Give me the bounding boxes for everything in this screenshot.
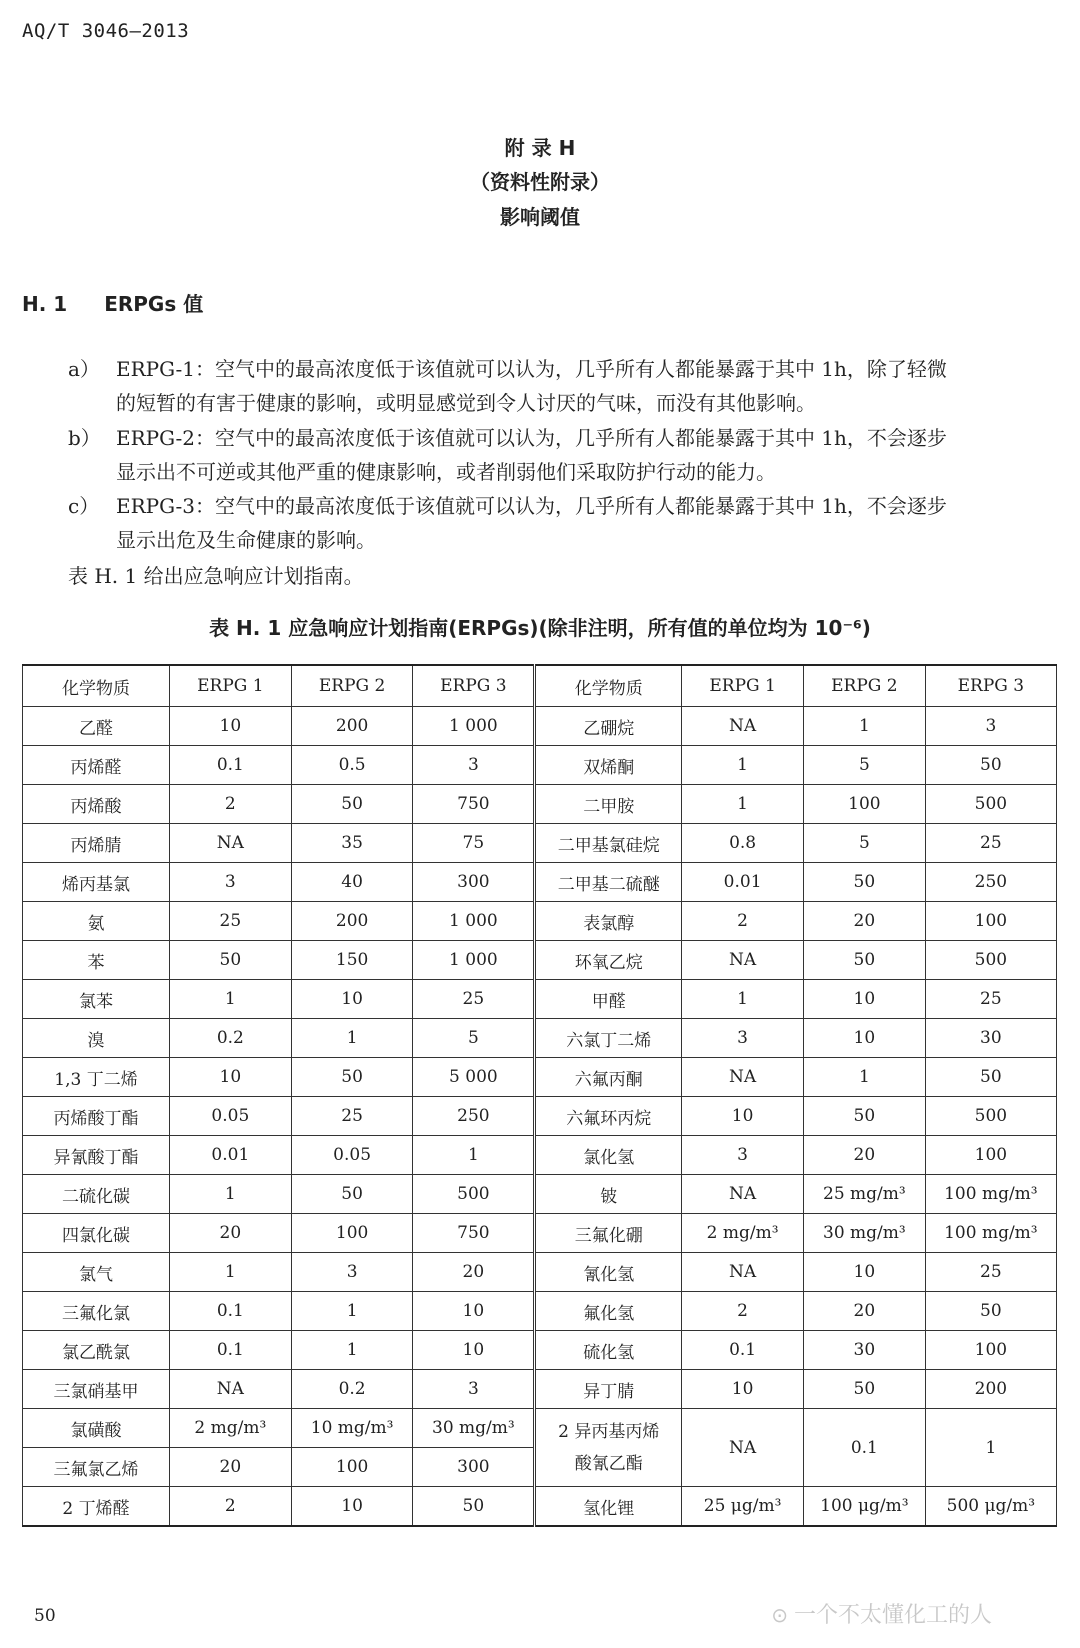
- table-cell: 丙烯酸丁酯: [23, 1097, 170, 1136]
- table-cell: 20: [413, 1253, 535, 1292]
- table-cell: 1: [925, 1409, 1056, 1487]
- table-cell: 氢化锂: [535, 1487, 682, 1527]
- table-cell: 1: [291, 1331, 413, 1370]
- section-title: ERPGs 值: [104, 292, 204, 316]
- table-cell: 50: [291, 785, 413, 824]
- appendix-name: 影响阈值: [500, 205, 580, 229]
- table-cell: 六氟环丙烷: [535, 1097, 682, 1136]
- table-cell: 3: [682, 1136, 804, 1175]
- table-cell: 750: [413, 785, 535, 824]
- table-cell: 35: [291, 824, 413, 863]
- table-cell: NA: [169, 1370, 291, 1409]
- table-cell: 氯磺酸: [23, 1409, 170, 1448]
- table-cell: 200: [291, 707, 413, 746]
- table-cell: 25: [925, 1253, 1056, 1292]
- table-cell: NA: [682, 1409, 804, 1487]
- table-cell: 1: [682, 746, 804, 785]
- table-cell: 二甲胺: [535, 785, 682, 824]
- table-cell: 0.1: [169, 1331, 291, 1370]
- watermark-text: 一个不太懂化工的人: [793, 1603, 992, 1628]
- table-cell: 100: [803, 785, 925, 824]
- table-row: [23, 1019, 1057, 1058]
- table-cell: 苯: [23, 941, 170, 980]
- table-cell: 25: [925, 980, 1056, 1019]
- table-row: [23, 1292, 1057, 1331]
- table-cell: 三氟化硼: [535, 1214, 682, 1253]
- item-line: 的短暂的有害于健康的影响，或明显感觉到令人讨厌的气味，而没有其他影响。: [116, 391, 816, 415]
- table-cell: 3: [925, 707, 1056, 746]
- table-cell: 2 mg/m³: [682, 1214, 804, 1253]
- table-cell: 丙烯酸: [23, 785, 170, 824]
- table-cell: 3: [682, 1019, 804, 1058]
- item-line: 显示出不可逆或其他严重的健康影响，或者削弱他们采取防护行动的能力。: [116, 460, 776, 484]
- table-cell: 50: [803, 941, 925, 980]
- table-cell: 50: [169, 941, 291, 980]
- table-cell: 25: [925, 824, 1056, 863]
- table-cell: 10: [169, 707, 291, 746]
- table-cell: 50: [413, 1487, 535, 1527]
- table-cell: 500 μg/m³: [925, 1487, 1056, 1527]
- table-cell: 25: [169, 902, 291, 941]
- table-row: [23, 1487, 1057, 1527]
- table-cell: 30: [803, 1331, 925, 1370]
- table-cell: 表氯醇: [535, 902, 682, 941]
- header-cell: ERPG 1: [169, 665, 291, 707]
- table-cell: 丙烯腈: [23, 824, 170, 863]
- table-cell: 10: [413, 1292, 535, 1331]
- table-cell: 0.01: [682, 863, 804, 902]
- header-cell: ERPG 2: [803, 665, 925, 707]
- table-cell: 500: [925, 785, 1056, 824]
- table-cell: 3: [413, 1370, 535, 1409]
- table-row: [23, 863, 1057, 902]
- table-cell: 氯化氢: [535, 1136, 682, 1175]
- table-cell: 溴: [23, 1019, 170, 1058]
- table-cell: 1: [413, 1136, 535, 1175]
- table-cell: 1: [291, 1019, 413, 1058]
- erpg-table: [22, 664, 1057, 1527]
- table-cell: 10: [682, 1370, 804, 1409]
- table-cell: 氨: [23, 902, 170, 941]
- header-cell: 化学物质: [23, 665, 170, 707]
- table-cell: 1,3 丁二烯: [23, 1058, 170, 1097]
- table-cell: 100 mg/m³: [925, 1214, 1056, 1253]
- table-row: [23, 1097, 1057, 1136]
- table-cell: 铍: [535, 1175, 682, 1214]
- cell-line: 酸氰乙酯: [574, 1453, 643, 1474]
- table-cell: 250: [413, 1097, 535, 1136]
- table-cell: 10: [169, 1058, 291, 1097]
- table-cell: 氯苯: [23, 980, 170, 1019]
- table-cell: 25 μg/m³: [682, 1487, 804, 1527]
- table-cell: 1: [682, 785, 804, 824]
- table-note: 表 H. 1 给出应急响应计划指南。: [68, 564, 364, 588]
- table-cell: 10 mg/m³: [291, 1409, 413, 1448]
- table-cell: 50: [803, 1097, 925, 1136]
- table-cell: NA: [682, 1058, 804, 1097]
- table-cell: 100: [925, 1331, 1056, 1370]
- table-header-row: [23, 665, 1057, 707]
- table-cell: 1: [169, 1253, 291, 1292]
- header-cell: 化学物质: [535, 665, 682, 707]
- table-cell: 1: [169, 1175, 291, 1214]
- table-cell: 100: [291, 1448, 413, 1487]
- table-cell: 100: [925, 902, 1056, 941]
- table-cell: 乙硼烷: [535, 707, 682, 746]
- table-cell: 25: [291, 1097, 413, 1136]
- table-row: [23, 1370, 1057, 1409]
- table-row: [23, 707, 1057, 746]
- table-cell: NA: [169, 824, 291, 863]
- table-cell: 30 mg/m³: [803, 1214, 925, 1253]
- table-cell: 三氟化氯: [23, 1292, 170, 1331]
- table-cell: 环氧乙烷: [535, 941, 682, 980]
- table-cell: 氟化氢: [535, 1292, 682, 1331]
- cell-line: 2 异丙基丙烯: [558, 1421, 660, 1442]
- table-cell: 150: [291, 941, 413, 980]
- table-cell: 10: [291, 980, 413, 1019]
- table-cell: 氯乙酰氯: [23, 1331, 170, 1370]
- wechat-icon: ⊙: [771, 1603, 788, 1627]
- table-cell: [535, 1409, 682, 1487]
- table-cell: 50: [803, 863, 925, 902]
- table-cell: 2: [682, 1292, 804, 1331]
- table-cell: 3: [291, 1253, 413, 1292]
- item-line: ERPG-3：空气中的最高浓度低于该值就可以认为，几乎所有人都能暴露于其中 1h，不会逐步: [116, 494, 947, 518]
- table-cell: 500: [413, 1175, 535, 1214]
- table-cell: 50: [291, 1058, 413, 1097]
- table-cell: 1 000: [413, 902, 535, 941]
- table-cell: 300: [413, 1448, 535, 1487]
- table-cell: 硫化氢: [535, 1331, 682, 1370]
- table-cell: 25 mg/m³: [803, 1175, 925, 1214]
- table-cell: 1: [169, 980, 291, 1019]
- table-cell: 10: [803, 1019, 925, 1058]
- table-cell: 50: [925, 1058, 1056, 1097]
- table-cell: 5: [803, 746, 925, 785]
- table-caption: 表 H. 1 应急响应计划指南(ERPGs)(除非注明，所有值的单位均为 10⁻⁶): [209, 616, 871, 640]
- table-cell: 0.01: [169, 1136, 291, 1175]
- table-cell: 2: [169, 1487, 291, 1527]
- table-cell: 10: [803, 1253, 925, 1292]
- section-number: H. 1: [22, 292, 68, 316]
- appendix-title: 附 录 H: [504, 136, 576, 160]
- table-cell: 六氟丙酮: [535, 1058, 682, 1097]
- table-row: [23, 1253, 1057, 1292]
- header-cell: ERPG 1: [682, 665, 804, 707]
- table-cell: 10: [291, 1487, 413, 1527]
- table-cell: 六氯丁二烯: [535, 1019, 682, 1058]
- item-line: 显示出危及生命健康的影响。: [116, 528, 376, 552]
- table-row: [23, 902, 1057, 941]
- table-cell: NA: [682, 1175, 804, 1214]
- table-cell: 20: [169, 1214, 291, 1253]
- table-row: [23, 1058, 1057, 1097]
- table-row: [23, 746, 1057, 785]
- table-cell: 甲醛: [535, 980, 682, 1019]
- table-cell: 25: [413, 980, 535, 1019]
- table-cell: 1: [291, 1292, 413, 1331]
- table-row: [23, 1136, 1057, 1175]
- table-cell: 30: [925, 1019, 1056, 1058]
- table-cell: 100 mg/m³: [925, 1175, 1056, 1214]
- table-cell: 100: [291, 1214, 413, 1253]
- table-cell: 300: [413, 863, 535, 902]
- table-cell: 三氟氯乙烯: [23, 1448, 170, 1487]
- header-cell: ERPG 3: [925, 665, 1056, 707]
- table-cell: 0.8: [682, 824, 804, 863]
- table-cell: 双烯酮: [535, 746, 682, 785]
- table-cell: 10: [803, 980, 925, 1019]
- table-cell: 烯丙基氯: [23, 863, 170, 902]
- table-cell: 20: [169, 1448, 291, 1487]
- item-line: ERPG-2：空气中的最高浓度低于该值就可以认为，几乎所有人都能暴露于其中 1h，不会逐步: [116, 426, 947, 450]
- table-cell: 3: [413, 746, 535, 785]
- table-cell: 1 000: [413, 707, 535, 746]
- definition-item: [68, 352, 1058, 420]
- table-cell: 50: [925, 746, 1056, 785]
- table-row: [23, 1175, 1057, 1214]
- table-cell: 异丁腈: [535, 1370, 682, 1409]
- table-cell: 2 mg/m³: [169, 1409, 291, 1448]
- table-row: [23, 1214, 1057, 1253]
- table-cell: 200: [925, 1370, 1056, 1409]
- table-cell: NA: [682, 707, 804, 746]
- watermark: [771, 1598, 992, 1629]
- table-cell: NA: [682, 941, 804, 980]
- table-cell: 0.1: [803, 1409, 925, 1487]
- table-row: [23, 980, 1057, 1019]
- table-cell: 5: [413, 1019, 535, 1058]
- table-cell: 75: [413, 824, 535, 863]
- table-cell: 0.1: [169, 746, 291, 785]
- table-cell: 250: [925, 863, 1056, 902]
- table-cell: 30 mg/m³: [413, 1409, 535, 1448]
- table-cell: 500: [925, 1097, 1056, 1136]
- table-cell: 50: [925, 1292, 1056, 1331]
- table-cell: 0.5: [291, 746, 413, 785]
- table-cell: 40: [291, 863, 413, 902]
- item-label: a）: [68, 357, 100, 381]
- table-cell: 200: [291, 902, 413, 941]
- table-cell: 0.1: [682, 1331, 804, 1370]
- table-cell: 丙烯醛: [23, 746, 170, 785]
- table-row: [23, 824, 1057, 863]
- table-row: [23, 941, 1057, 980]
- header-cell: ERPG 3: [413, 665, 535, 707]
- table-cell: 0.1: [169, 1292, 291, 1331]
- table-cell: 20: [803, 1292, 925, 1331]
- table-cell: 1: [803, 1058, 925, 1097]
- table-cell: 10: [682, 1097, 804, 1136]
- table-cell: 二甲基氯硅烷: [535, 824, 682, 863]
- table-cell: 750: [413, 1214, 535, 1253]
- table-cell: 1 000: [413, 941, 535, 980]
- table-cell: 四氯化碳: [23, 1214, 170, 1253]
- table-cell: 3: [169, 863, 291, 902]
- table-cell: 2: [682, 902, 804, 941]
- table-cell: 氯气: [23, 1253, 170, 1292]
- table-row: [23, 785, 1057, 824]
- table-cell: 100: [925, 1136, 1056, 1175]
- section-heading: [22, 288, 203, 317]
- table-cell: 50: [291, 1175, 413, 1214]
- item-label: b）: [68, 426, 101, 450]
- table-cell: 2 丁烯醛: [23, 1487, 170, 1527]
- definition-item: [68, 421, 1058, 489]
- table-cell: 二硫化碳: [23, 1175, 170, 1214]
- item-line: ERPG-1：空气中的最高浓度低于该值就可以认为，几乎所有人都能暴露于其中 1h，除了轻微: [116, 357, 947, 381]
- table-cell: 0.05: [169, 1097, 291, 1136]
- table-row: [23, 1409, 1057, 1448]
- header-cell: ERPG 2: [291, 665, 413, 707]
- table-cell: 三氯硝基甲: [23, 1370, 170, 1409]
- table-cell: 0.2: [291, 1370, 413, 1409]
- table-cell: 氰化氢: [535, 1253, 682, 1292]
- definition-item: [68, 489, 1058, 557]
- table-cell: 500: [925, 941, 1056, 980]
- table-row: [23, 1331, 1057, 1370]
- table-cell: 0.05: [291, 1136, 413, 1175]
- table-cell: 二甲基二硫醚: [535, 863, 682, 902]
- appendix-subtitle: （资料性附录）: [470, 170, 610, 194]
- table-cell: 20: [803, 1136, 925, 1175]
- table-cell: NA: [682, 1253, 804, 1292]
- table-cell: 0.2: [169, 1019, 291, 1058]
- table-cell: 50: [803, 1370, 925, 1409]
- table-cell: 5 000: [413, 1058, 535, 1097]
- table-cell: 20: [803, 902, 925, 941]
- table-cell: 10: [413, 1331, 535, 1370]
- table-cell: 2: [169, 785, 291, 824]
- table-cell: 1: [803, 707, 925, 746]
- standard-code: AQ/T 3046—2013: [22, 20, 190, 42]
- item-label: c）: [68, 494, 100, 518]
- table-cell: 5: [803, 824, 925, 863]
- table-cell: 乙醛: [23, 707, 170, 746]
- table-cell: 1: [682, 980, 804, 1019]
- page-number: 50: [34, 1606, 56, 1626]
- table-cell: 异氰酸丁酯: [23, 1136, 170, 1175]
- table-cell: 100 μg/m³: [803, 1487, 925, 1527]
